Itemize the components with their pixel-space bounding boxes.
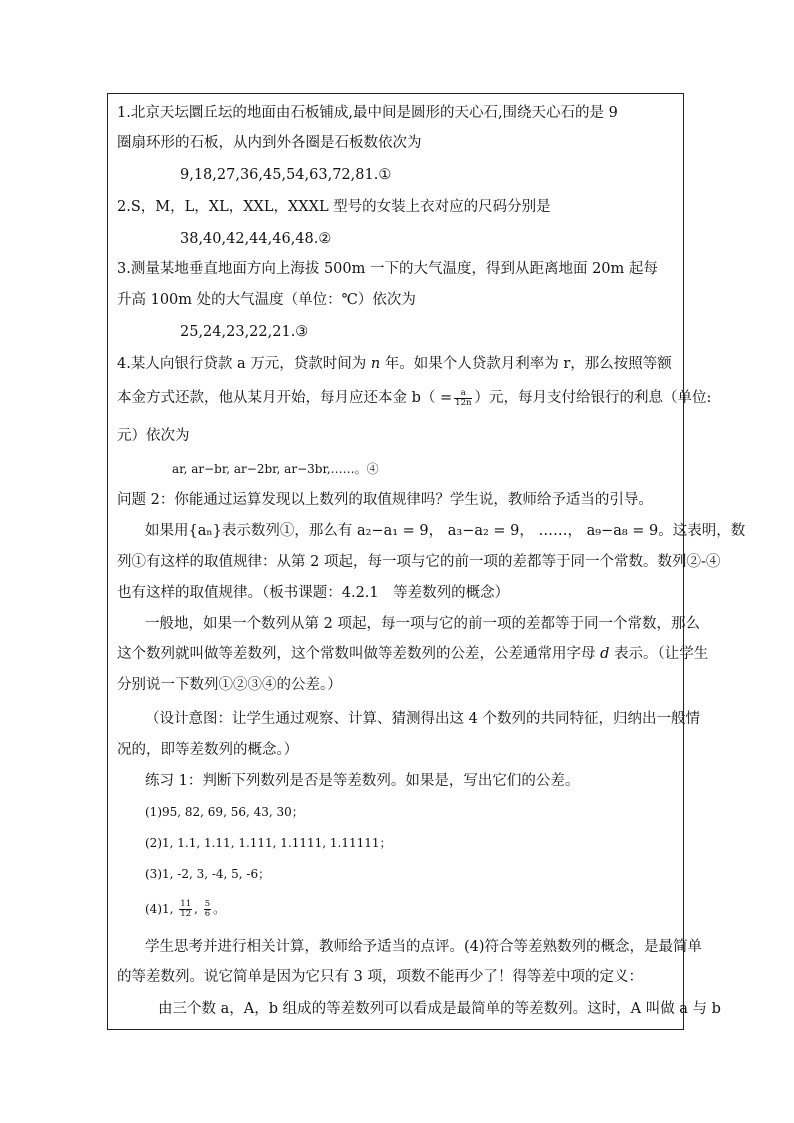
para4-line2: 的等差数列。说它简单是因为它只有 3 项，项数不能再少了！得等差中项的定义： — [117, 969, 643, 985]
item3-sequence: 25,24,23,22,21.③ — [180, 324, 309, 340]
para3-line2: 况的，即等差数列的概念。） — [117, 742, 299, 758]
item4-line2-a: 本金方式还款，他从某月开始，每月应还本金 b（ = — [117, 390, 453, 406]
fraction-11-12 — [179, 900, 192, 919]
item4-line2 — [117, 388, 711, 408]
para3-line1: （设计意图：让学生通过观察、计算、猜测得出这 4 个数列的共同特征，归纳出一般情 — [145, 711, 700, 727]
para1-line1: 如果用{aₙ}表示数列①，那么有 a₂−a₁ = 9， a₃−a₂ = 9， ……， a₉−a₈ = 9。这表明，数 — [145, 523, 746, 539]
fraction-denominator: 6 — [204, 909, 211, 919]
fraction-denominator: 12 — [180, 909, 192, 919]
exercise1-item-3: (3)1, -2, 3, -4, 5, -6； — [145, 867, 271, 881]
exercise1-item-1: (1)95, 82, 69, 56, 43, 30； — [145, 805, 304, 819]
exercise1-item-4-suffix: 。 — [213, 902, 226, 916]
item1-line1: 1.北京天坛圜丘坛的地面由石板铺成,最中间是圆形的天心石,围绕天心石的是 9 — [117, 105, 618, 121]
fraction-denominator: 12n — [455, 397, 472, 408]
item4-line1-a: 4.某人向银行贷款 a 万元，贷款时间为 — [117, 356, 367, 372]
para5-line1: 由三个数 a，A，b 组成的等差数列可以看成是最简单的等差数列。这时，A 叫做 a 与 b — [158, 1001, 721, 1017]
para2-line2-a: 这个数列就叫做等差数列，这个常数叫做等差数列的公差，公差通常用字母 — [117, 646, 596, 662]
item1-sequence: 9,18,27,36,45,54,63,72,81.① — [180, 167, 392, 183]
item4-var-n: n — [370, 356, 381, 372]
para2-line2-b: 表示。（让学生 — [614, 646, 709, 662]
fraction-a-over-12n — [454, 389, 472, 408]
item3-line2: 升高 100m 处的大气温度（单位：℃）依次为 — [117, 292, 416, 308]
item4-line1-b: 年。如果个人贷款月利率为 r，那么按照等额 — [384, 356, 672, 372]
item1-line2: 圈扇环形的石板，从内到外各圈是石板数依次为 — [117, 135, 422, 151]
para2-line1: 一般地，如果一个数列从第 2 项起，每一项与它的前一项的差都等于同一个常数，那么 — [145, 616, 700, 632]
item2-sequence: 38,40,42,44,46,48.② — [180, 231, 332, 247]
item2-line1: 2.S，M，L，XL，XXL，XXXL 型号的女装上衣对应的尺码分别是 — [117, 199, 551, 215]
para4-line1: 学生思考并进行相关计算，教师给予适当的点评。(4)符合等差熟数列的概念，是最简单 — [145, 939, 703, 955]
table-left-border — [107, 93, 108, 1030]
para2-var-d: d — [600, 646, 610, 662]
item4-line2-b: ）元，每月支付给银行的利息（单位: — [474, 390, 712, 406]
item4-sequence: ar, ar−br, ar−2br, ar−3br,……。④ — [172, 462, 379, 476]
exercise1-item-2: (2)1, 1.1, 1.11, 1.111, 1.1111, 1.11111； — [145, 836, 392, 850]
exercise1-item-4: (4)1, $\frac{11}{12}$ , $\frac{5}{6}$ 。 — [145, 899, 226, 919]
fraction-numerator: 11 — [180, 899, 192, 909]
para2-line3: 分别说一下数列①②③④的公差。） — [117, 677, 342, 693]
fraction-5-6 — [204, 900, 211, 919]
fraction-numerator: 5 — [204, 899, 211, 909]
exercise1-title: 练习 1：判断下列数列是否是等差数列。如果是，写出它们的公差。 — [145, 773, 580, 789]
item4-line1 — [117, 354, 672, 374]
question-2: 问题 2：你能通过运算发现以上数列的取值规律吗？学生说，教师给予适当的引导。 — [117, 492, 653, 508]
fraction-numerator: a — [454, 389, 472, 399]
exercise1-item-4-prefix: (4)1, — [145, 902, 174, 916]
para1-line3: 也有这样的取值规律。（板书课题：4.2.1 等差数列的概念） — [117, 585, 510, 601]
para1-line2: 列①有这样的取值规律：从第 2 项起，每一项与它的前一项的差都等于同一个常数。数列②-④ — [117, 554, 721, 570]
item3-line1: 3.测量某地垂直地面方向上海拔 500m 一下的大气温度，得到从距离地面 20m 起每 — [117, 261, 658, 277]
para2-line2 — [117, 644, 708, 664]
item4-line3: 元）依次为 — [117, 428, 190, 444]
